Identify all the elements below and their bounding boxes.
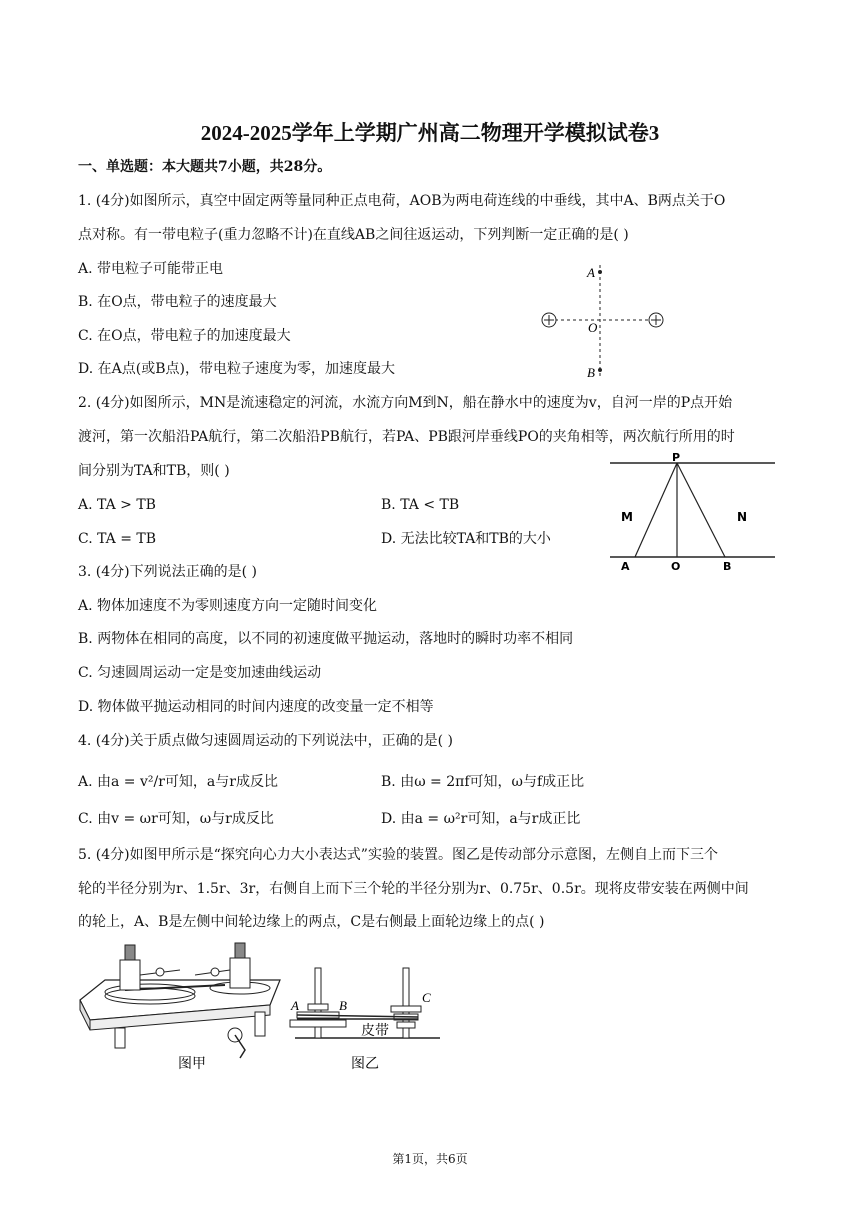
q1-option-d: D. 在A点(或B点)，带电粒子速度为零，加速度最大 <box>78 361 395 377</box>
q2-stem-line3: 间分别为TA和TB，则( ) <box>78 463 230 479</box>
q2-label-n: N <box>737 510 748 524</box>
q4-option-d: D. 由a = ω²r可知，a与r成正比 <box>381 811 581 827</box>
q2-river-figure <box>605 450 780 575</box>
q5-stem-line2: 轮的半径分别为r、1.5r、3r，右侧自上而下三个轮的半径分别为r、0.75r、0.5r。现将皮带安装在两侧中间 <box>78 881 749 897</box>
q5-stem-line1: 5. (4分)如图甲所示是“探究向心力大小表达式”实验的装置。图乙是传动部分示意图，左侧自上而下三个 <box>78 847 718 863</box>
q1-label-b: B <box>587 365 595 380</box>
q3-option-d: D. 物体做平抛运动相同的时间内速度的改变量一定不相等 <box>78 699 434 715</box>
q5-belt-label: 皮带 <box>361 1023 389 1039</box>
q1-option-c: C. 在O点，带电粒子的加速度最大 <box>78 328 291 344</box>
q2-option-a: A. TA > TB <box>78 497 156 513</box>
q2-label-o: O <box>671 560 681 573</box>
q1-label-a: A <box>587 265 595 280</box>
q3-stem: 3. (4分)下列说法正确的是( ) <box>78 564 258 580</box>
q5-caption-yi: 图乙 <box>351 1056 379 1072</box>
q2-label-b: B <box>723 560 732 573</box>
q2-option-c: C. TA = TB <box>78 531 157 547</box>
q5-caption-jia: 图甲 <box>178 1056 206 1072</box>
q2-label-a: A <box>621 560 630 573</box>
q1-label-o: O <box>588 320 598 335</box>
page-footer: 第1页，共6页 <box>392 1152 468 1166</box>
q3-option-c: C. 匀速圆周运动一定是变加速曲线运动 <box>78 665 322 681</box>
q1-charges-figure <box>535 260 675 385</box>
q5-label-b: B <box>339 998 347 1013</box>
section-heading: 一、单选题：本大题共7小题，共28分。 <box>78 159 332 175</box>
q4-option-c: C. 由v = ωr可知，ω与r成反比 <box>78 811 274 827</box>
q3-option-a: A. 物体加速度不为零则速度方向一定随时间变化 <box>78 598 378 614</box>
q2-option-b: B. TA < TB <box>381 497 460 513</box>
q1-option-a: A. 带电粒子可能带正电 <box>78 261 224 277</box>
q5-label-c: C <box>422 990 431 1005</box>
q5-stem-line3: 的轮上，A、B是左侧中间轮边缘上的两点，C是右侧最上面轮边缘上的点( ) <box>78 914 545 930</box>
q2-stem-line2: 渡河，第一次船沿PA航行，第二次船沿PB航行，若PA、PB跟河岸垂线PO的夹角相等，两次航行所用的时 <box>78 429 735 445</box>
q1-stem-line1: 1. (4分)如图所示，真空中固定两等量同种正点电荷，AOB为两电荷连线的中垂线，其中A、B两点关于O <box>78 193 726 209</box>
q2-option-d: D. 无法比较TA和TB的大小 <box>381 531 551 547</box>
q2-label-m: M <box>621 510 633 524</box>
q3-option-b: B. 两物体在相同的高度，以不同的初速度做平抛运动，落地时的瞬时功率不相同 <box>78 631 574 647</box>
q2-label-p: P <box>672 451 681 464</box>
q4-option-a: A. 由a = v²/r可知，a与r成反比 <box>78 774 278 790</box>
q2-stem-line1: 2. (4分)如图所示，MN是流速稳定的河流，水流方向M到N，船在静水中的速度为v，自河一岸的P点开始 <box>78 395 733 411</box>
q4-option-b: B. 由ω = 2πf可知，ω与f成正比 <box>381 774 585 790</box>
q4-stem: 4. (4分)关于质点做匀速圆周运动的下列说法中，正确的是( ) <box>78 733 454 749</box>
q5-label-a: A <box>291 998 299 1013</box>
q1-option-b: B. 在O点，带电粒子的速度最大 <box>78 294 277 310</box>
q5-apparatus-figure-jia <box>75 940 290 1075</box>
q5-transmission-figure-yi <box>285 962 450 1074</box>
q1-stem-line2: 点对称。有一带电粒子(重力忽略不计)在直线AB之间往返运动，下列判断一定正确的是( ) <box>78 227 629 243</box>
page-title: 2024-2025学年上学期广州高二物理开学模拟试卷3 <box>200 121 660 145</box>
